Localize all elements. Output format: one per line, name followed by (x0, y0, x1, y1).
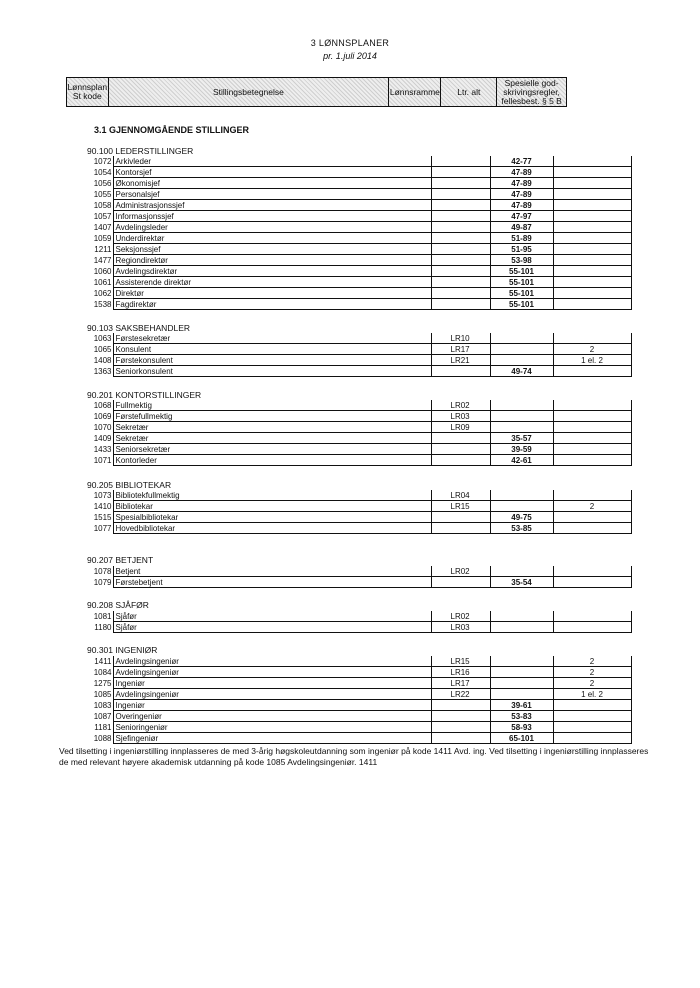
cell-title: Sekretær (113, 433, 431, 444)
cell-ltr: 53-85 (490, 523, 553, 534)
header-title: Stillingsbetegnelse (109, 78, 390, 106)
group-table (66, 611, 632, 633)
cell-title: Avdelingsingeniør (113, 656, 431, 667)
cell-ltr (490, 501, 553, 512)
cell-title: Assisterende direktør (113, 277, 431, 288)
cell-code: 1083 (66, 700, 113, 711)
table-row (66, 622, 631, 633)
cell-code: 1079 (66, 577, 113, 588)
cell-title: Førstebetjent (113, 577, 431, 588)
table-row (66, 366, 631, 377)
cell-code: 1433 (66, 444, 113, 455)
table-row (66, 455, 631, 466)
table-row (66, 400, 631, 411)
table-row (66, 667, 631, 678)
cell-title: Seniorsekretær (113, 444, 431, 455)
cell-code: 1077 (66, 523, 113, 534)
cell-ramme: LR15 (431, 656, 490, 667)
cell-spec (553, 622, 631, 633)
table-row (66, 656, 631, 667)
table-row (66, 200, 631, 211)
cell-title: Overingeniør (113, 711, 431, 722)
cell-ramme: LR17 (431, 344, 490, 355)
table-row (66, 266, 631, 277)
cell-ltr: 35-57 (490, 433, 553, 444)
table-row (66, 211, 631, 222)
cell-title: Senioringeniør (113, 722, 431, 733)
cell-title: Førstekonsulent (113, 355, 431, 366)
cell-ltr: 47-89 (490, 200, 553, 211)
cell-code: 1085 (66, 689, 113, 700)
table-row (66, 355, 631, 366)
cell-ramme (431, 433, 490, 444)
cell-spec (553, 200, 631, 211)
table-row (66, 299, 631, 310)
cell-spec (553, 490, 631, 501)
cell-ltr: 47-97 (490, 211, 553, 222)
group-label: 90.301 INGENIØR (87, 645, 158, 655)
cell-ramme: LR02 (431, 611, 490, 622)
cell-spec (553, 211, 631, 222)
cell-code: 1063 (66, 333, 113, 344)
cell-code: 1180 (66, 622, 113, 633)
cell-title: Bibliotekar (113, 501, 431, 512)
cell-spec (553, 255, 631, 266)
cell-ltr: 55-101 (490, 299, 553, 310)
cell-code: 1409 (66, 433, 113, 444)
cell-ramme (431, 455, 490, 466)
cell-title: Seksjonssjef (113, 244, 431, 255)
cell-ramme (431, 255, 490, 266)
cell-spec (553, 411, 631, 422)
cell-title: Sekretær (113, 422, 431, 433)
table-row (66, 733, 631, 744)
cell-ramme (431, 156, 490, 167)
cell-ramme (431, 711, 490, 722)
cell-code: 1056 (66, 178, 113, 189)
cell-spec (553, 455, 631, 466)
cell-code: 1275 (66, 678, 113, 689)
cell-title: Avdelingsdirektør (113, 266, 431, 277)
table-row (66, 233, 631, 244)
cell-title: Regiondirektør (113, 255, 431, 266)
cell-ltr: 47-89 (490, 189, 553, 200)
cell-ramme: LR03 (431, 622, 490, 633)
cell-code: 1059 (66, 233, 113, 244)
cell-title: Sjåfør (113, 622, 431, 633)
table-row (66, 277, 631, 288)
group-label: 90.208 SJÅFØR (87, 600, 149, 610)
cell-ltr: 49-87 (490, 222, 553, 233)
table-row (66, 222, 631, 233)
table-row (66, 255, 631, 266)
cell-ramme (431, 244, 490, 255)
cell-spec (553, 422, 631, 433)
cell-spec (553, 433, 631, 444)
cell-title: Bibliotekfullmektig (113, 490, 431, 501)
cell-ltr: 47-89 (490, 178, 553, 189)
cell-ltr: 51-95 (490, 244, 553, 255)
cell-spec (553, 733, 631, 744)
cell-ltr: 53-83 (490, 711, 553, 722)
section-title: 3.1 GJENNOMGÅENDE STILLINGER (94, 125, 250, 135)
cell-code: 1054 (66, 167, 113, 178)
cell-title: Avdelingsingeniør (113, 689, 431, 700)
cell-spec (553, 566, 631, 577)
cell-spec (553, 288, 631, 299)
cell-ramme (431, 512, 490, 523)
cell-spec (553, 711, 631, 722)
group-table (66, 490, 632, 534)
cell-ltr (490, 344, 553, 355)
cell-ltr: 42-61 (490, 455, 553, 466)
cell-ramme: LR10 (431, 333, 490, 344)
cell-title: Kontorsjef (113, 167, 431, 178)
cell-title: Sjefingeniør (113, 733, 431, 744)
cell-title: Administrasjonssjef (113, 200, 431, 211)
cell-ltr (490, 667, 553, 678)
table-row (66, 422, 631, 433)
cell-title: Underdirektør (113, 233, 431, 244)
cell-spec (553, 577, 631, 588)
table-header (66, 77, 567, 107)
cell-ltr: 39-59 (490, 444, 553, 455)
cell-ltr: 55-101 (490, 266, 553, 277)
footnote: Ved tilsetting i ingeniørstilling innplasseres de med 3-årig høgskoleutdanning som ingeniør på kode 1411 Avd. ing. Ved tilsetting i ingeniørstilling innplasseres de med relevant høyere akademisk utdanning på kode 1085 Avdelingsingeniør. 1411 (59, 746, 649, 767)
cell-title: Førstefullmektig (113, 411, 431, 422)
cell-ramme (431, 200, 490, 211)
cell-spec (553, 611, 631, 622)
cell-ltr: 49-74 (490, 366, 553, 377)
group-label: 90.100 LEDERSTILLINGER (87, 146, 194, 156)
cell-spec (553, 299, 631, 310)
cell-ramme: LR03 (431, 411, 490, 422)
cell-ltr (490, 611, 553, 622)
cell-ramme: LR21 (431, 355, 490, 366)
group-label: 90.201 KONTORSTILLINGER (87, 390, 202, 400)
cell-ramme: LR16 (431, 667, 490, 678)
cell-spec: 2 (553, 656, 631, 667)
cell-code: 1060 (66, 266, 113, 277)
document-subtitle: pr. 1.juli 2014 (323, 51, 377, 61)
cell-code: 1072 (66, 156, 113, 167)
cell-ramme: LR04 (431, 490, 490, 501)
cell-ltr (490, 400, 553, 411)
cell-ltr: 53-98 (490, 255, 553, 266)
table-row (66, 167, 631, 178)
group-label: 90.207 BETJENT (87, 555, 154, 565)
cell-ramme (431, 277, 490, 288)
cell-code: 1407 (66, 222, 113, 233)
group-table (66, 333, 632, 377)
cell-ramme (431, 444, 490, 455)
cell-ramme: LR02 (431, 400, 490, 411)
cell-code: 1069 (66, 411, 113, 422)
cell-title: Førstesekretær (113, 333, 431, 344)
cell-code: 1411 (66, 656, 113, 667)
cell-spec: 1 el. 2 (553, 689, 631, 700)
table-row (66, 722, 631, 733)
cell-code: 1515 (66, 512, 113, 523)
cell-title: Seniorkonsulent (113, 366, 431, 377)
cell-spec (553, 700, 631, 711)
cell-ramme (431, 266, 490, 277)
cell-code: 1065 (66, 344, 113, 355)
cell-spec (553, 277, 631, 288)
cell-code: 1058 (66, 200, 113, 211)
cell-ltr (490, 566, 553, 577)
group-label: 90.205 BIBLIOTEKAR (87, 480, 172, 490)
cell-code: 1061 (66, 277, 113, 288)
cell-code: 1068 (66, 400, 113, 411)
cell-ramme (431, 577, 490, 588)
cell-ltr (490, 678, 553, 689)
cell-title: Fullmektig (113, 400, 431, 411)
cell-spec (553, 366, 631, 377)
cell-code: 1062 (66, 288, 113, 299)
cell-ltr (490, 490, 553, 501)
cell-code: 1070 (66, 422, 113, 433)
table-row (66, 523, 631, 534)
cell-ltr: 65-101 (490, 733, 553, 744)
cell-spec (553, 233, 631, 244)
cell-code: 1078 (66, 566, 113, 577)
cell-spec (553, 512, 631, 523)
cell-ramme: LR17 (431, 678, 490, 689)
cell-ramme (431, 733, 490, 744)
cell-ramme (431, 299, 490, 310)
cell-ramme: LR22 (431, 689, 490, 700)
cell-title: Fagdirektør (113, 299, 431, 310)
cell-ltr: 49-75 (490, 512, 553, 523)
group-label: 90.103 SAKSBEHANDLER (87, 323, 190, 333)
cell-spec (553, 244, 631, 255)
cell-title: Personalsjef (113, 189, 431, 200)
table-row (66, 244, 631, 255)
cell-title: Konsulent (113, 344, 431, 355)
table-row (66, 444, 631, 455)
cell-code: 1211 (66, 244, 113, 255)
cell-ltr (490, 689, 553, 700)
cell-ltr (490, 622, 553, 633)
cell-title: Avdelingsleder (113, 222, 431, 233)
cell-title: Spesialbibliotekar (113, 512, 431, 523)
table-row (66, 501, 631, 512)
cell-ramme (431, 523, 490, 534)
group-table (66, 656, 632, 744)
cell-spec (553, 189, 631, 200)
cell-ramme: LR02 (431, 566, 490, 577)
cell-ltr: 35-54 (490, 577, 553, 588)
table-row (66, 678, 631, 689)
cell-spec (553, 222, 631, 233)
cell-title: Ingeniør (113, 678, 431, 689)
cell-code: 1088 (66, 733, 113, 744)
cell-spec: 2 (553, 667, 631, 678)
cell-spec (553, 523, 631, 534)
cell-spec: 2 (553, 344, 631, 355)
cell-ramme (431, 288, 490, 299)
table-row (66, 288, 631, 299)
table-row (66, 711, 631, 722)
cell-code: 1055 (66, 189, 113, 200)
cell-code: 1081 (66, 611, 113, 622)
table-row (66, 490, 631, 501)
cell-title: Sjåfør (113, 611, 431, 622)
cell-spec (553, 266, 631, 277)
cell-spec (553, 444, 631, 455)
cell-code: 1071 (66, 455, 113, 466)
cell-code: 1363 (66, 366, 113, 377)
cell-ramme (431, 167, 490, 178)
cell-ramme (431, 189, 490, 200)
table-row (66, 566, 631, 577)
group-table (66, 566, 632, 588)
cell-ramme (431, 178, 490, 189)
cell-ramme (431, 366, 490, 377)
cell-title: Avdelingsingeniør (113, 667, 431, 678)
cell-code: 1408 (66, 355, 113, 366)
header-ramme: Lønnsramme (389, 78, 441, 106)
cell-spec (553, 400, 631, 411)
group-table (66, 400, 632, 466)
cell-title: Hovedbibliotekar (113, 523, 431, 534)
cell-ltr (490, 411, 553, 422)
cell-spec (553, 167, 631, 178)
cell-spec: 1 el. 2 (553, 355, 631, 366)
cell-spec: 2 (553, 678, 631, 689)
table-row (66, 189, 631, 200)
table-row (66, 333, 631, 344)
table-row (66, 344, 631, 355)
cell-ramme: LR15 (431, 501, 490, 512)
cell-code: 1073 (66, 490, 113, 501)
cell-title: Direktør (113, 288, 431, 299)
cell-code: 1057 (66, 211, 113, 222)
cell-ltr (490, 422, 553, 433)
cell-ltr (490, 355, 553, 366)
cell-spec (553, 333, 631, 344)
cell-title: Ingeniør (113, 700, 431, 711)
cell-ltr: 58-93 (490, 722, 553, 733)
cell-ltr: 47-89 (490, 167, 553, 178)
cell-ltr: 39-61 (490, 700, 553, 711)
header-spesielle: Spesielle god-skrivingsregler, fellesbest. § 5 B (501, 77, 562, 106)
cell-ltr: 51-89 (490, 233, 553, 244)
cell-ramme: LR09 (431, 422, 490, 433)
document-title: 3 LØNNSPLANER (310, 38, 390, 48)
cell-code: 1410 (66, 501, 113, 512)
table-row (66, 512, 631, 523)
cell-code: 1181 (66, 722, 113, 733)
cell-ltr (490, 656, 553, 667)
cell-title: Informasjonssjef (113, 211, 431, 222)
cell-ramme (431, 722, 490, 733)
table-row (66, 577, 631, 588)
cell-ltr: 42-77 (490, 156, 553, 167)
cell-title: Kontorleder (113, 455, 431, 466)
cell-code: 1087 (66, 711, 113, 722)
cell-ramme (431, 233, 490, 244)
cell-code: 1477 (66, 255, 113, 266)
cell-ltr (490, 333, 553, 344)
cell-spec (553, 722, 631, 733)
table-row (66, 611, 631, 622)
table-row (66, 689, 631, 700)
cell-code: 1538 (66, 299, 113, 310)
cell-ltr: 55-101 (490, 288, 553, 299)
cell-ltr: 55-101 (490, 277, 553, 288)
table-row (66, 178, 631, 189)
cell-ramme (431, 222, 490, 233)
table-row (66, 411, 631, 422)
cell-title: Økonomisjef (113, 178, 431, 189)
cell-spec (553, 178, 631, 189)
cell-spec: 2 (553, 501, 631, 512)
header-ltr: Ltr. alt (441, 78, 497, 106)
table-row (66, 700, 631, 711)
cell-ramme (431, 700, 490, 711)
cell-title: Arkivleder (113, 156, 431, 167)
table-row (66, 156, 631, 167)
table-row (66, 433, 631, 444)
cell-code: 1084 (66, 667, 113, 678)
cell-title: Betjent (113, 566, 431, 577)
group-table (66, 156, 632, 310)
cell-ramme (431, 211, 490, 222)
header-code: Lønnsplan St kode (67, 78, 109, 106)
cell-spec (553, 156, 631, 167)
